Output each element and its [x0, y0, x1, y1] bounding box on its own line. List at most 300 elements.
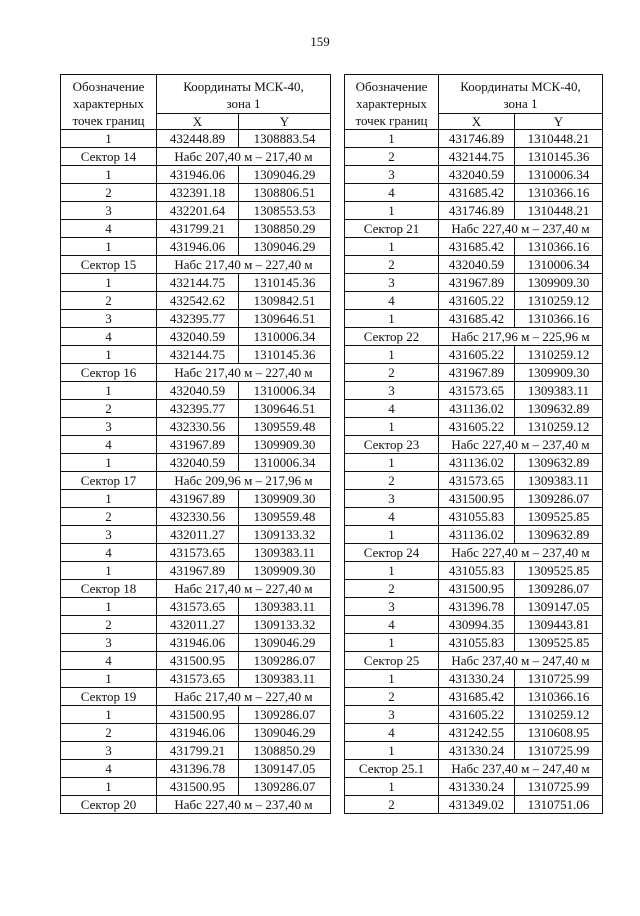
- coord-x: 432448.89: [157, 130, 239, 148]
- point-number: 1: [345, 526, 439, 544]
- coord-y: 1309286.07: [239, 778, 331, 796]
- header-y: Y: [515, 114, 603, 130]
- coord-y: 1309559.48: [239, 418, 331, 436]
- point-number: 2: [345, 148, 439, 166]
- coord-x: 432542.62: [157, 292, 239, 310]
- coord-x: 431573.65: [439, 472, 515, 490]
- coord-x: 431330.24: [439, 742, 515, 760]
- coord-x: 432330.56: [157, 508, 239, 526]
- coord-x: 431946.06: [157, 238, 239, 256]
- coord-x: 431500.95: [157, 652, 239, 670]
- coord-x: 431573.65: [439, 382, 515, 400]
- table-row: [61, 670, 331, 688]
- coord-y: 1310448.21: [515, 130, 603, 148]
- header-y: Y: [239, 114, 331, 130]
- sector-header-row: [345, 652, 603, 670]
- coord-x: 432330.56: [157, 418, 239, 436]
- coord-x: 431946.06: [157, 166, 239, 184]
- point-number: 3: [345, 166, 439, 184]
- coord-y: 1310725.99: [515, 778, 603, 796]
- coord-x: 431967.89: [157, 490, 239, 508]
- coord-y: 1310006.34: [239, 382, 331, 400]
- header-line: характерных: [73, 96, 144, 111]
- header-point-designation: [61, 75, 157, 130]
- table-row: [345, 562, 603, 580]
- coord-y: 1308883.54: [239, 130, 331, 148]
- coord-x: 431055.83: [439, 508, 515, 526]
- header-line: Обозначение: [355, 79, 428, 94]
- coord-y: 1310259.12: [515, 706, 603, 724]
- point-number: 4: [61, 760, 157, 778]
- table-row: [345, 310, 603, 328]
- coord-y: 1309632.89: [515, 526, 603, 544]
- coord-y: 1310145.36: [515, 148, 603, 166]
- sector-header-row: [345, 328, 603, 346]
- point-number: 3: [345, 382, 439, 400]
- coord-x: 431685.42: [439, 310, 515, 328]
- coord-y: 1309632.89: [515, 454, 603, 472]
- coord-y: 1310751.06: [515, 796, 603, 814]
- coord-x: 431055.83: [439, 562, 515, 580]
- point-number: 3: [61, 742, 157, 760]
- header-coordinates: [439, 75, 603, 114]
- coord-x: 432040.59: [157, 454, 239, 472]
- point-number: 3: [345, 598, 439, 616]
- header-point-designation: [345, 75, 439, 130]
- coord-y: 1309286.07: [239, 706, 331, 724]
- table-row: [345, 526, 603, 544]
- coord-y: 1310006.34: [515, 256, 603, 274]
- point-number: 2: [61, 724, 157, 742]
- point-number: 2: [345, 796, 439, 814]
- table-row: [61, 202, 331, 220]
- sector-name: Сектор 25: [345, 652, 439, 670]
- coord-y: 1310259.12: [515, 292, 603, 310]
- point-number: 4: [61, 652, 157, 670]
- point-number: 1: [61, 670, 157, 688]
- sector-name: Сектор 20: [61, 796, 157, 814]
- table-row: [61, 634, 331, 652]
- coord-y: 1309133.32: [239, 616, 331, 634]
- point-number: 2: [345, 364, 439, 382]
- table-row: [61, 274, 331, 292]
- table-row: [345, 184, 603, 202]
- coord-y: 1309525.85: [515, 508, 603, 526]
- table-row: [61, 454, 331, 472]
- coord-x: 431967.89: [439, 364, 515, 382]
- table-row: [345, 202, 603, 220]
- table-row: [61, 220, 331, 238]
- coord-y: 1309046.29: [239, 166, 331, 184]
- table-row: [61, 166, 331, 184]
- table-row: [61, 760, 331, 778]
- header-line: точек границ: [72, 113, 145, 128]
- table-row: [345, 454, 603, 472]
- point-number: 2: [61, 400, 157, 418]
- height-range: Набс 227,40 м – 237,40 м: [439, 220, 603, 238]
- table-row: [61, 292, 331, 310]
- sector-name: Сектор 15: [61, 256, 157, 274]
- height-range: Набс 217,40 м – 227,40 м: [157, 364, 331, 382]
- coord-y: 1309909.30: [239, 490, 331, 508]
- coord-x: 430994.35: [439, 616, 515, 634]
- coord-y: 1309046.29: [239, 634, 331, 652]
- coord-x: 431605.22: [439, 706, 515, 724]
- coord-y: 1309632.89: [515, 400, 603, 418]
- header-line: Обозначение: [72, 79, 145, 94]
- coord-x: 431349.02: [439, 796, 515, 814]
- point-number: 2: [61, 616, 157, 634]
- point-number: 1: [345, 742, 439, 760]
- sector-name: Сектор 17: [61, 472, 157, 490]
- table-row: [61, 652, 331, 670]
- sector-header-row: [61, 580, 331, 598]
- table-row: [345, 724, 603, 742]
- page-number: 159: [310, 34, 330, 49]
- height-range: Набс 217,40 м – 227,40 м: [157, 580, 331, 598]
- header-x: X: [157, 114, 239, 130]
- table-row: [61, 526, 331, 544]
- coord-x: 431242.55: [439, 724, 515, 742]
- coord-y: 1310366.16: [515, 688, 603, 706]
- coord-y: 1308850.29: [239, 742, 331, 760]
- coord-y: 1309525.85: [515, 634, 603, 652]
- point-number: 3: [61, 634, 157, 652]
- coord-y: 1309383.11: [239, 544, 331, 562]
- coord-y: 1309383.11: [515, 472, 603, 490]
- coord-x: 432395.77: [157, 310, 239, 328]
- point-number: 2: [61, 292, 157, 310]
- table-row: [345, 580, 603, 598]
- point-number: 1: [61, 706, 157, 724]
- coord-y: 1309286.07: [515, 490, 603, 508]
- coord-y: 1309147.05: [239, 760, 331, 778]
- point-number: 1: [61, 562, 157, 580]
- coord-x: 431685.42: [439, 184, 515, 202]
- table-row: [345, 796, 603, 814]
- coord-x: 431946.06: [157, 724, 239, 742]
- coord-y: 1310006.34: [515, 166, 603, 184]
- point-number: 4: [345, 292, 439, 310]
- coord-x: 431136.02: [439, 526, 515, 544]
- height-range: Набс 227,40 м – 237,40 м: [439, 436, 603, 454]
- point-number: 4: [61, 220, 157, 238]
- coord-y: 1310366.16: [515, 184, 603, 202]
- table-row: [345, 634, 603, 652]
- table-row: [345, 508, 603, 526]
- coord-y: 1309443.81: [515, 616, 603, 634]
- coord-x: 431967.89: [157, 562, 239, 580]
- point-number: 1: [61, 166, 157, 184]
- table-row: [61, 130, 331, 148]
- sector-header-row: [61, 688, 331, 706]
- table-row: [345, 472, 603, 490]
- table-row: [345, 418, 603, 436]
- table-row: [61, 436, 331, 454]
- coord-x: 431330.24: [439, 778, 515, 796]
- height-range: Набс 217,96 м – 225,96 м: [439, 328, 603, 346]
- table-row: [61, 778, 331, 796]
- coord-x: 431330.24: [439, 670, 515, 688]
- table-row: [345, 256, 603, 274]
- table-row: [61, 418, 331, 436]
- coord-x: 431500.95: [157, 778, 239, 796]
- coord-x: 432040.59: [439, 166, 515, 184]
- header-x: X: [439, 114, 515, 130]
- coord-x: 431573.65: [157, 598, 239, 616]
- table-row: [61, 490, 331, 508]
- point-number: 1: [345, 454, 439, 472]
- header-line: зона 1: [226, 96, 261, 111]
- table-row: [61, 724, 331, 742]
- sector-header-row: [61, 796, 331, 814]
- coord-y: 1309646.51: [239, 400, 331, 418]
- table-row: [61, 346, 331, 364]
- coord-y: 1310145.36: [239, 346, 331, 364]
- coord-y: 1309909.30: [239, 562, 331, 580]
- coord-x: 431799.21: [157, 742, 239, 760]
- sector-header-row: [61, 364, 331, 382]
- sector-header-row: [61, 256, 331, 274]
- sector-header-row: [61, 472, 331, 490]
- table-row: [61, 508, 331, 526]
- table-row: [345, 490, 603, 508]
- table-row: [345, 148, 603, 166]
- point-number: 1: [345, 778, 439, 796]
- table-row: [345, 688, 603, 706]
- sector-name: Сектор 16: [61, 364, 157, 382]
- table-row: [61, 544, 331, 562]
- point-number: 2: [345, 472, 439, 490]
- coordinates-table-left: [60, 74, 331, 814]
- coord-y: 1310448.21: [515, 202, 603, 220]
- coord-x: 431746.89: [439, 202, 515, 220]
- coord-y: 1309147.05: [515, 598, 603, 616]
- sector-header-row: [345, 220, 603, 238]
- point-number: 1: [61, 778, 157, 796]
- coord-x: 431967.89: [157, 436, 239, 454]
- height-range: Набс 217,40 м – 227,40 м: [157, 256, 331, 274]
- sector-name: Сектор 25.1: [345, 760, 439, 778]
- point-number: 4: [345, 400, 439, 418]
- table-row: [345, 598, 603, 616]
- coord-y: 1308806.51: [239, 184, 331, 202]
- point-number: 2: [61, 508, 157, 526]
- point-number: 4: [345, 724, 439, 742]
- point-number: 1: [345, 418, 439, 436]
- coord-x: 432144.75: [157, 274, 239, 292]
- point-number: 4: [345, 184, 439, 202]
- header-line: Координаты МСК-40,: [460, 79, 581, 94]
- table-row: [345, 670, 603, 688]
- point-number: 4: [345, 616, 439, 634]
- point-number: 1: [61, 274, 157, 292]
- point-number: 1: [61, 382, 157, 400]
- sector-name: Сектор 23: [345, 436, 439, 454]
- point-number: 1: [61, 346, 157, 364]
- table-row: [345, 706, 603, 724]
- point-number: 1: [61, 130, 157, 148]
- coord-y: 1310145.36: [239, 274, 331, 292]
- coord-y: 1309383.11: [515, 382, 603, 400]
- coord-x: 432144.75: [157, 346, 239, 364]
- point-number: 1: [61, 454, 157, 472]
- table-row: [345, 238, 603, 256]
- coord-y: 1309559.48: [239, 508, 331, 526]
- table-row: [345, 292, 603, 310]
- point-number: 3: [345, 490, 439, 508]
- height-range: Набс 217,40 м – 227,40 м: [157, 688, 331, 706]
- header-line: характерных: [356, 96, 427, 111]
- coord-x: 432144.75: [439, 148, 515, 166]
- coord-y: 1308850.29: [239, 220, 331, 238]
- table-row: [61, 328, 331, 346]
- coord-x: 432040.59: [439, 256, 515, 274]
- coord-y: 1309909.30: [515, 274, 603, 292]
- point-number: 1: [61, 238, 157, 256]
- sector-name: Сектор 24: [345, 544, 439, 562]
- sector-name: Сектор 21: [345, 220, 439, 238]
- point-number: 4: [61, 544, 157, 562]
- coord-y: 1310259.12: [515, 418, 603, 436]
- table-row: [345, 364, 603, 382]
- coord-y: 1310608.95: [515, 724, 603, 742]
- table-row: [61, 742, 331, 760]
- coord-y: 1309909.30: [239, 436, 331, 454]
- point-number: 4: [61, 436, 157, 454]
- coord-y: 1309046.29: [239, 238, 331, 256]
- height-range: Набс 237,40 м – 247,40 м: [439, 760, 603, 778]
- coord-y: 1309046.29: [239, 724, 331, 742]
- coord-x: 431746.89: [439, 130, 515, 148]
- coord-y: 1310259.12: [515, 346, 603, 364]
- table-row: [345, 400, 603, 418]
- coord-x: 432395.77: [157, 400, 239, 418]
- height-range: Набс 209,96 м – 217,96 м: [157, 472, 331, 490]
- coord-x: 432040.59: [157, 328, 239, 346]
- header-line: зона 1: [503, 96, 538, 111]
- point-number: 1: [61, 490, 157, 508]
- point-number: 3: [61, 202, 157, 220]
- coord-x: 431946.06: [157, 634, 239, 652]
- table-row: [61, 562, 331, 580]
- point-number: 1: [345, 562, 439, 580]
- point-number: 2: [61, 184, 157, 202]
- sector-name: Сектор 14: [61, 148, 157, 166]
- coord-x: 432391.18: [157, 184, 239, 202]
- coord-x: 431500.95: [157, 706, 239, 724]
- table-row: [345, 616, 603, 634]
- coord-x: 431573.65: [157, 670, 239, 688]
- coord-y: 1309133.32: [239, 526, 331, 544]
- coord-y: 1310366.16: [515, 310, 603, 328]
- coord-y: 1309525.85: [515, 562, 603, 580]
- coord-x: 431799.21: [157, 220, 239, 238]
- table-row: [345, 778, 603, 796]
- coord-y: 1309909.30: [515, 364, 603, 382]
- coord-y: 1309286.07: [515, 580, 603, 598]
- point-number: 3: [61, 418, 157, 436]
- coord-y: 1308553.53: [239, 202, 331, 220]
- coord-y: 1309286.07: [239, 652, 331, 670]
- coord-y: 1310006.34: [239, 328, 331, 346]
- coord-x: 431685.42: [439, 688, 515, 706]
- coord-y: 1309383.11: [239, 670, 331, 688]
- height-range: Набс 237,40 м – 247,40 м: [439, 652, 603, 670]
- coord-x: 431055.83: [439, 634, 515, 652]
- header-line: точек границ: [355, 113, 428, 128]
- table-row: [61, 184, 331, 202]
- coord-x: 431396.78: [439, 598, 515, 616]
- height-range: Набс 207,40 м – 217,40 м: [157, 148, 331, 166]
- point-number: 1: [345, 634, 439, 652]
- coord-y: 1309842.51: [239, 292, 331, 310]
- coordinates-table-right: [344, 74, 603, 814]
- coord-y: 1310006.34: [239, 454, 331, 472]
- height-range: Набс 227,40 м – 237,40 м: [439, 544, 603, 562]
- coord-x: 431605.22: [439, 346, 515, 364]
- point-number: 4: [345, 508, 439, 526]
- point-number: 2: [345, 256, 439, 274]
- coord-x: 431573.65: [157, 544, 239, 562]
- table-row: [61, 400, 331, 418]
- table-row: [61, 310, 331, 328]
- sector-name: Сектор 18: [61, 580, 157, 598]
- sector-header-row: [345, 544, 603, 562]
- coord-y: 1310725.99: [515, 742, 603, 760]
- coord-y: 1310366.16: [515, 238, 603, 256]
- point-number: 2: [345, 688, 439, 706]
- coord-x: 432011.27: [157, 616, 239, 634]
- point-number: 1: [345, 130, 439, 148]
- table-row: [345, 130, 603, 148]
- point-number: 1: [345, 310, 439, 328]
- sector-name: Сектор 19: [61, 688, 157, 706]
- table-row: [61, 706, 331, 724]
- table-row: [61, 238, 331, 256]
- coord-y: 1309383.11: [239, 598, 331, 616]
- header-line: Координаты МСК-40,: [183, 79, 304, 94]
- header-coordinates: [157, 75, 331, 114]
- point-number: 3: [345, 274, 439, 292]
- point-number: 1: [61, 598, 157, 616]
- point-number: 3: [61, 526, 157, 544]
- point-number: 3: [61, 310, 157, 328]
- point-number: 3: [345, 706, 439, 724]
- point-number: 2: [345, 580, 439, 598]
- sector-header-row: [61, 148, 331, 166]
- table-row: [61, 598, 331, 616]
- coord-y: 1310725.99: [515, 670, 603, 688]
- coord-x: 431605.22: [439, 292, 515, 310]
- table-row: [61, 382, 331, 400]
- point-number: 1: [345, 670, 439, 688]
- table-row: [345, 346, 603, 364]
- coord-x: 432011.27: [157, 526, 239, 544]
- coord-x: 431500.95: [439, 580, 515, 598]
- table-row: [345, 166, 603, 184]
- sector-header-row: [345, 760, 603, 778]
- sector-name: Сектор 22: [345, 328, 439, 346]
- table-body-right: [345, 130, 603, 814]
- point-number: 4: [61, 328, 157, 346]
- coord-y: 1309646.51: [239, 310, 331, 328]
- coord-x: 431136.02: [439, 454, 515, 472]
- height-range: Набс 227,40 м – 237,40 м: [157, 796, 331, 814]
- table-row: [345, 382, 603, 400]
- point-number: 1: [345, 202, 439, 220]
- coord-x: 431500.95: [439, 490, 515, 508]
